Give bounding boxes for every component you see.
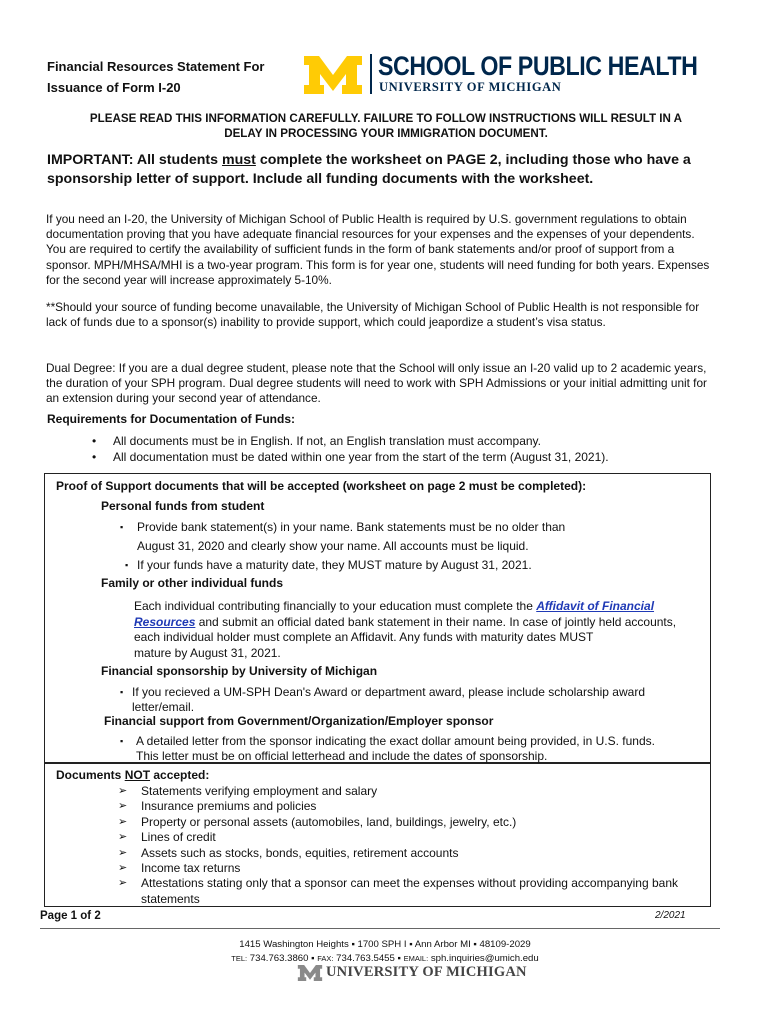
email-label: EMAIL: bbox=[403, 954, 429, 963]
dual-degree-paragraph: Dual Degree: If you are a dual degree student, please note that the School will only issue an I-20 valid up to 2 academic years, the duration of your SPH program. Dual degree students will need to work with SPH Admissions or your initial admitting unit for an extension during your second year of attendance. bbox=[46, 361, 707, 406]
personal-bullet-1-line-2: August 31, 2020 and clearly show your name. All accounts must be liquid. bbox=[137, 539, 529, 553]
umich-bullet-line-1: If you recieved a UM-SPH Dean's Award or department award, please include scholarship award bbox=[132, 685, 645, 699]
affidavit-link-continued[interactable]: Resources bbox=[134, 615, 196, 629]
umich-sponsorship-title: Financial sponsorship by University of Michigan bbox=[101, 664, 378, 678]
footer-university-name: UNIVERSITY OF MICHIGAN bbox=[326, 964, 527, 980]
email-address[interactable]: sph.inquiries@umich.edu bbox=[428, 953, 539, 964]
page-number: Page 1 of 2 bbox=[40, 910, 101, 922]
government-bullet-line-1: A detailed letter from the sponsor indicating the exact dollar amount being provided, in U.S. funds. bbox=[136, 734, 655, 748]
not-accepted-list bbox=[118, 784, 698, 907]
not-accepted-item: ➢ Property or personal assets (automobiles, land, buildings, jewelry, etc.) bbox=[118, 815, 698, 830]
footer-address: 1415 Washington Heights ▪ 1700 SPH I ▪ Ann Arbor MI ▪ 48109-2029 bbox=[239, 939, 531, 950]
requirement-item: • All documents must be in English. If not, an English translation must accompany. bbox=[92, 433, 692, 449]
logo-divider bbox=[370, 54, 372, 94]
requirements-list bbox=[92, 433, 692, 465]
not-accepted-underlined: NOT bbox=[124, 768, 151, 782]
government-sponsor-title: Financial support from Government/Organization/Employer sponsor bbox=[104, 714, 494, 728]
umich-bullet-line-2: letter/email. bbox=[132, 700, 195, 714]
requirements-title: Requirements for Documentation of Funds: bbox=[47, 412, 296, 426]
not-accepted-before: Documents bbox=[56, 768, 125, 782]
family-text-line-3: each individual holder must complete an Affidavit. Any funds with maturity dates MUST bbox=[134, 630, 594, 644]
funding-note-paragraph: **Should your source of funding become unavailable, the University of Michigan School of Public Health is not responsible for lack of funds due to a sponsor(s) inability to provide support, which could jeapordize a student’s visa status. bbox=[46, 300, 700, 330]
family-funds-title: Family or other individual funds bbox=[101, 576, 284, 590]
title-line-2: Issuance of Form I-20 bbox=[47, 80, 181, 95]
government-bullet-line-2: This letter must be on official letterhead and include the dates of sponsorship. bbox=[136, 749, 548, 763]
revision-date: 2/2021 bbox=[655, 910, 686, 921]
square-bullet-icon: ▪ bbox=[120, 687, 124, 697]
family-text-line-1 bbox=[134, 598, 709, 614]
notice-line-1: PLEASE READ THIS INFORMATION CAREFULLY. FAILURE TO FOLLOW INSTRUCTIONS WILL RESULT IN A bbox=[89, 112, 683, 125]
personal-bullet-2: If your funds have a maturity date, they MUST mature by August 31, 2021. bbox=[137, 558, 532, 572]
requirement-item: • All documentation must be dated within one year from the start of the term (August 31, 2021). bbox=[92, 449, 692, 465]
fax-label: FAX: bbox=[317, 954, 334, 963]
fax-number: 734.763.5455 ▪ bbox=[333, 953, 404, 964]
logo-school-name: SCHOOL OF PUBLIC HEALTH bbox=[378, 51, 698, 81]
family-text-line-4: mature by August 31, 2021. bbox=[134, 646, 281, 660]
important-after: complete the worksheet on PAGE 2, including those who have a sponsorship letter of support. Include all funding documents with the worksheet. bbox=[47, 152, 691, 187]
family-text-line-2 bbox=[134, 614, 714, 630]
tel-number: 734.763.3860 ▪ bbox=[247, 953, 318, 964]
not-accepted-item: ➢ Income tax returns bbox=[118, 861, 698, 876]
not-accepted-item: ➢ Lines of credit bbox=[118, 830, 698, 845]
notice-line-2: DELAY IN PROCESSING YOUR IMMIGRATION DOCUMENT. bbox=[224, 127, 548, 140]
square-bullet-icon: ▪ bbox=[125, 560, 129, 570]
not-accepted-item: ➢ Statements verifying employment and salary bbox=[118, 784, 698, 799]
square-bullet-icon: ▪ bbox=[120, 522, 124, 532]
family-text-1: Each individual contributing financially to your education must complete the bbox=[134, 599, 537, 613]
important-before: IMPORTANT: All students bbox=[47, 152, 222, 168]
personal-funds-title: Personal funds from student bbox=[101, 499, 265, 513]
footer-block-m-icon bbox=[297, 964, 323, 982]
footer-contact bbox=[0, 938, 770, 966]
not-accepted-item: ➢ Attestations stating only that a sponsor can meet the expenses without providing accompanying bank statements bbox=[118, 876, 698, 907]
important-statement bbox=[47, 151, 727, 189]
accepted-heading: Proof of Support documents that will be accepted (worksheet on page 2 must be completed): bbox=[56, 479, 587, 493]
family-text-2: and submit an official dated bank statement in their name. In case of jointly held accounts, bbox=[195, 615, 677, 629]
intro-paragraph: If you need an I-20, the University of Michigan School of Public Health is required by U.S. government regulations to obtain documentation proving that you have adequate financial resources for your expenses and the expenses of your dependents. You are required to certify the availability of sufficient funds in the form of bank statements and/or proof of support from a sponsor. MPH/MHSA/MHI is a two-year program. This form is for year one, students will need funding for both years. Expenses for the second year will increase approximately 5-10%. bbox=[46, 212, 710, 287]
title-line-1: Financial Resources Statement For bbox=[47, 59, 265, 74]
document-title bbox=[47, 56, 297, 98]
square-bullet-icon: ▪ bbox=[120, 736, 124, 746]
not-accepted-item: ➢ Assets such as stocks, bonds, equities, retirement accounts bbox=[118, 846, 698, 861]
not-accepted-heading bbox=[56, 768, 209, 782]
instruction-notice bbox=[48, 111, 724, 141]
block-m-logo-icon bbox=[302, 54, 364, 96]
logo-university-name: UNIVERSITY OF MICHIGAN bbox=[379, 80, 562, 94]
not-accepted-item: ➢ Insurance premiums and policies bbox=[118, 799, 698, 814]
footer-divider bbox=[40, 928, 720, 929]
personal-bullet-1-line-1: Provide bank statement(s) in your name. Bank statements must be no older than bbox=[137, 520, 566, 534]
important-underlined: must bbox=[221, 152, 256, 168]
tel-label: TEL: bbox=[231, 954, 248, 963]
affidavit-link[interactable]: Affidavit of Financial bbox=[536, 599, 655, 613]
not-accepted-after: accepted: bbox=[150, 768, 210, 782]
